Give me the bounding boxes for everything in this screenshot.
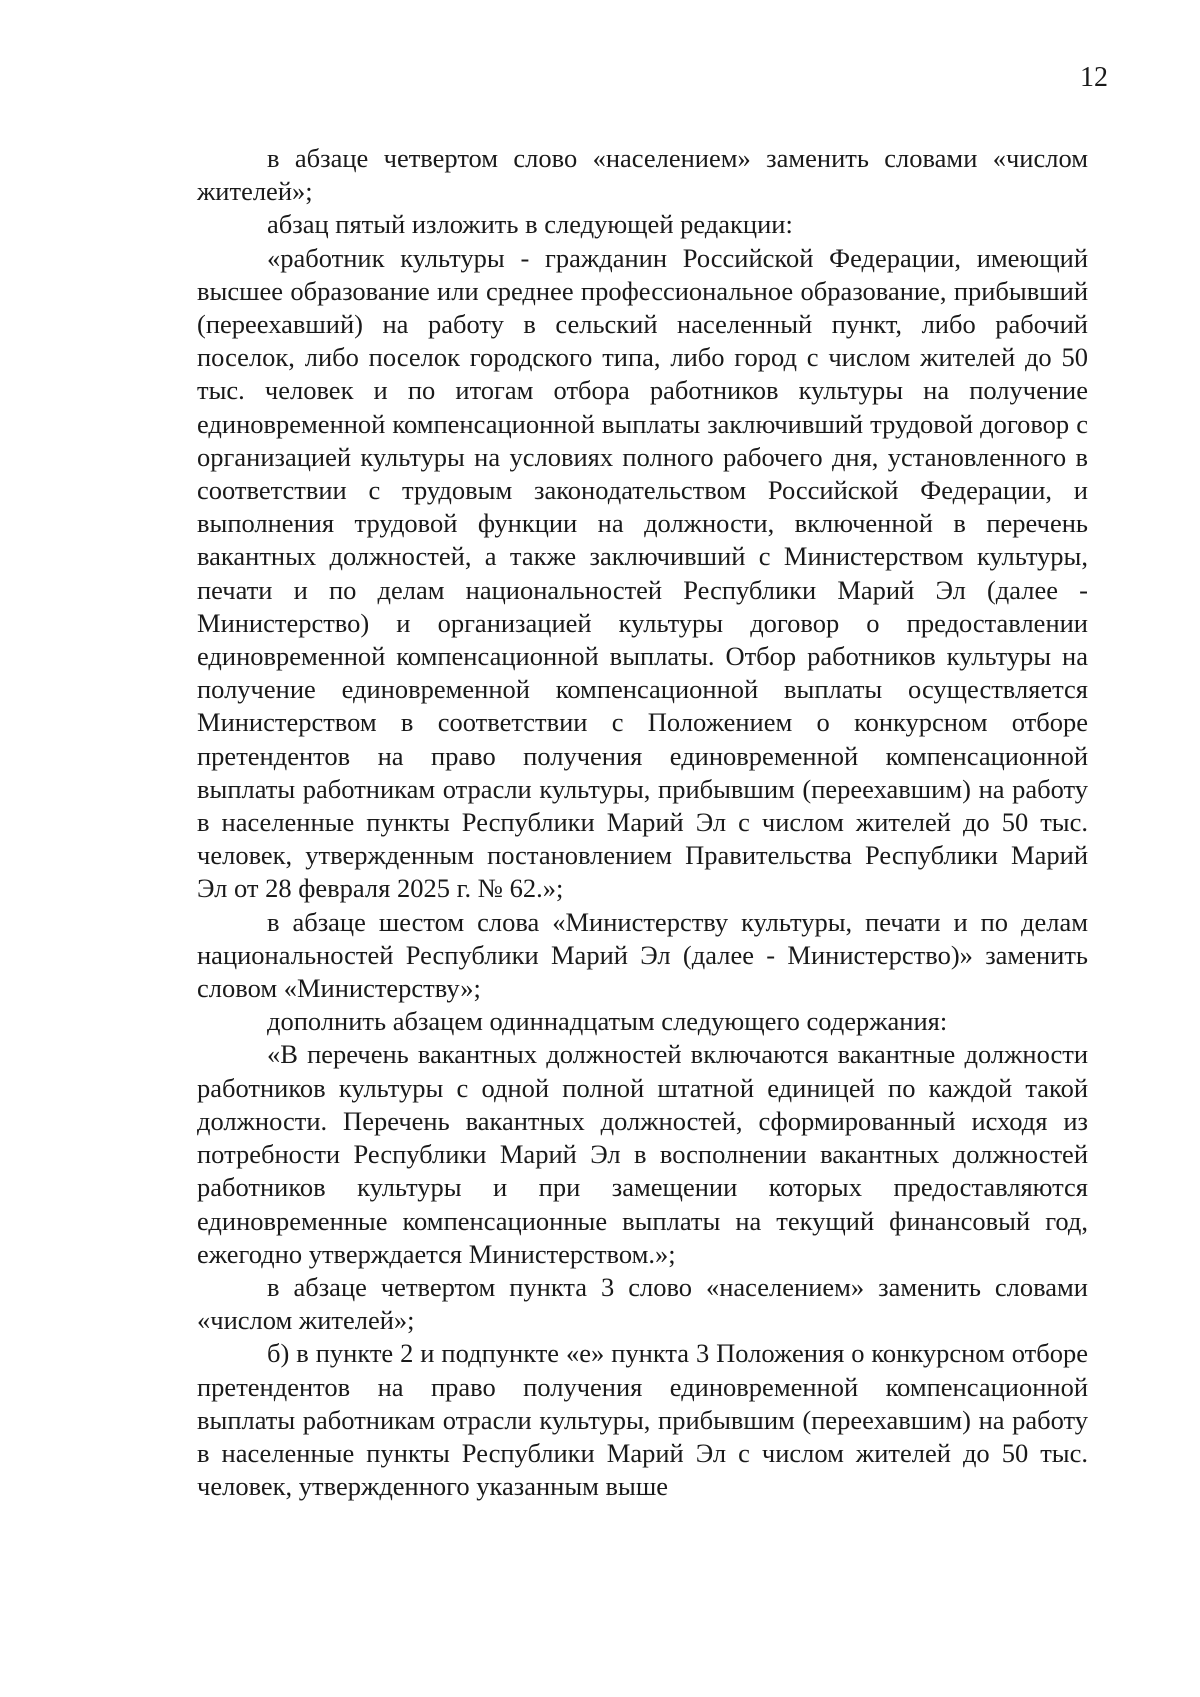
page-number: 12 [1080,62,1108,93]
paragraph-5: дополнить абзацем одиннадцатым следующего содержания: [267,1006,948,1037]
paragraph-2: абзац пятый изложить в следующей редакции: [267,209,793,240]
paragraph-7: в абзаце четвертом пункта 3 слово «населением» заменить словами «числом жителей»; [197,1271,1088,1336]
paragraph-3: «работник культуры - гражданин Российской Федерации, имеющий высшее образование или среднее профессиональное образование, прибывший (переехавший) на работу в сельский населенный пункт, либо рабочий поселок, либо поселок городского типа, либо город с числом жителей до 50 тыс. человек и по итогам отбора работников культуры на получение единовременной компенсационной выплаты заключивший трудовой договор с организацией культуры на условиях полного рабочего дня, установленного в соответствии с трудовым законодательством Российской Федерации, и выполнения трудовой функции на должности, включенной в перечень вакантных должностей, а также заключивший с Министерством культуры, печати и по делам национальностей Республики Марий Эл (далее - Министерство) и организацией культуры договор о предоставлении единовременной компенсационной выплаты. Отбор работников культуры на получение единовременной компенсационной выплаты осуществляется Министерством в соответствии с Положением о конкурсном отборе претендентов на право получения единовременной компенсационной выплаты работникам отрасли культуры, прибывшим (переехавшим) на работу в населенные пункты Республики Марий Эл с числом жителей до 50 тыс. человек, утвержденным постановлением Правительства Республики Марий Эл от 28 февраля 2025 г. № 62.»; [197,242,1088,904]
paragraph-4: в абзаце шестом слова «Министерству культуры, печати и по делам национальностей Республики Марий Эл (далее - Министерство)» заменить словом «Министерству»; [197,906,1088,1004]
paragraph-6: «В перечень вакантных должностей включаются вакантные должности работников культуры с одной полной штатной единицей по каждой такой должности. Перечень вакантных должностей, сформированный исходя из потребности Республики Марий Эл в восполнении вакантных должностей работников культуры и при замещении которых предоставляются единовременные компенсационные выплаты на текущий финансовый год, ежегодно утверждается Министерством.»; [197,1039,1088,1269]
paragraph-1: в абзаце четвертом слово «населением» заменить словами «числом жителей»; [197,143,1088,207]
paragraph-8: б) в пункте 2 и подпункте «е» пункта 3 Положения о конкурсном отборе претендентов на право получения единовременной компенсационной выплаты работникам отрасли культуры, прибывшим (переехавшим) на работу в населенные пункты Республики Марий Эл с числом жителей до 50 тыс. человек, утвержденного указанным выше [197,1338,1088,1502]
document-body [197,142,1088,1503]
